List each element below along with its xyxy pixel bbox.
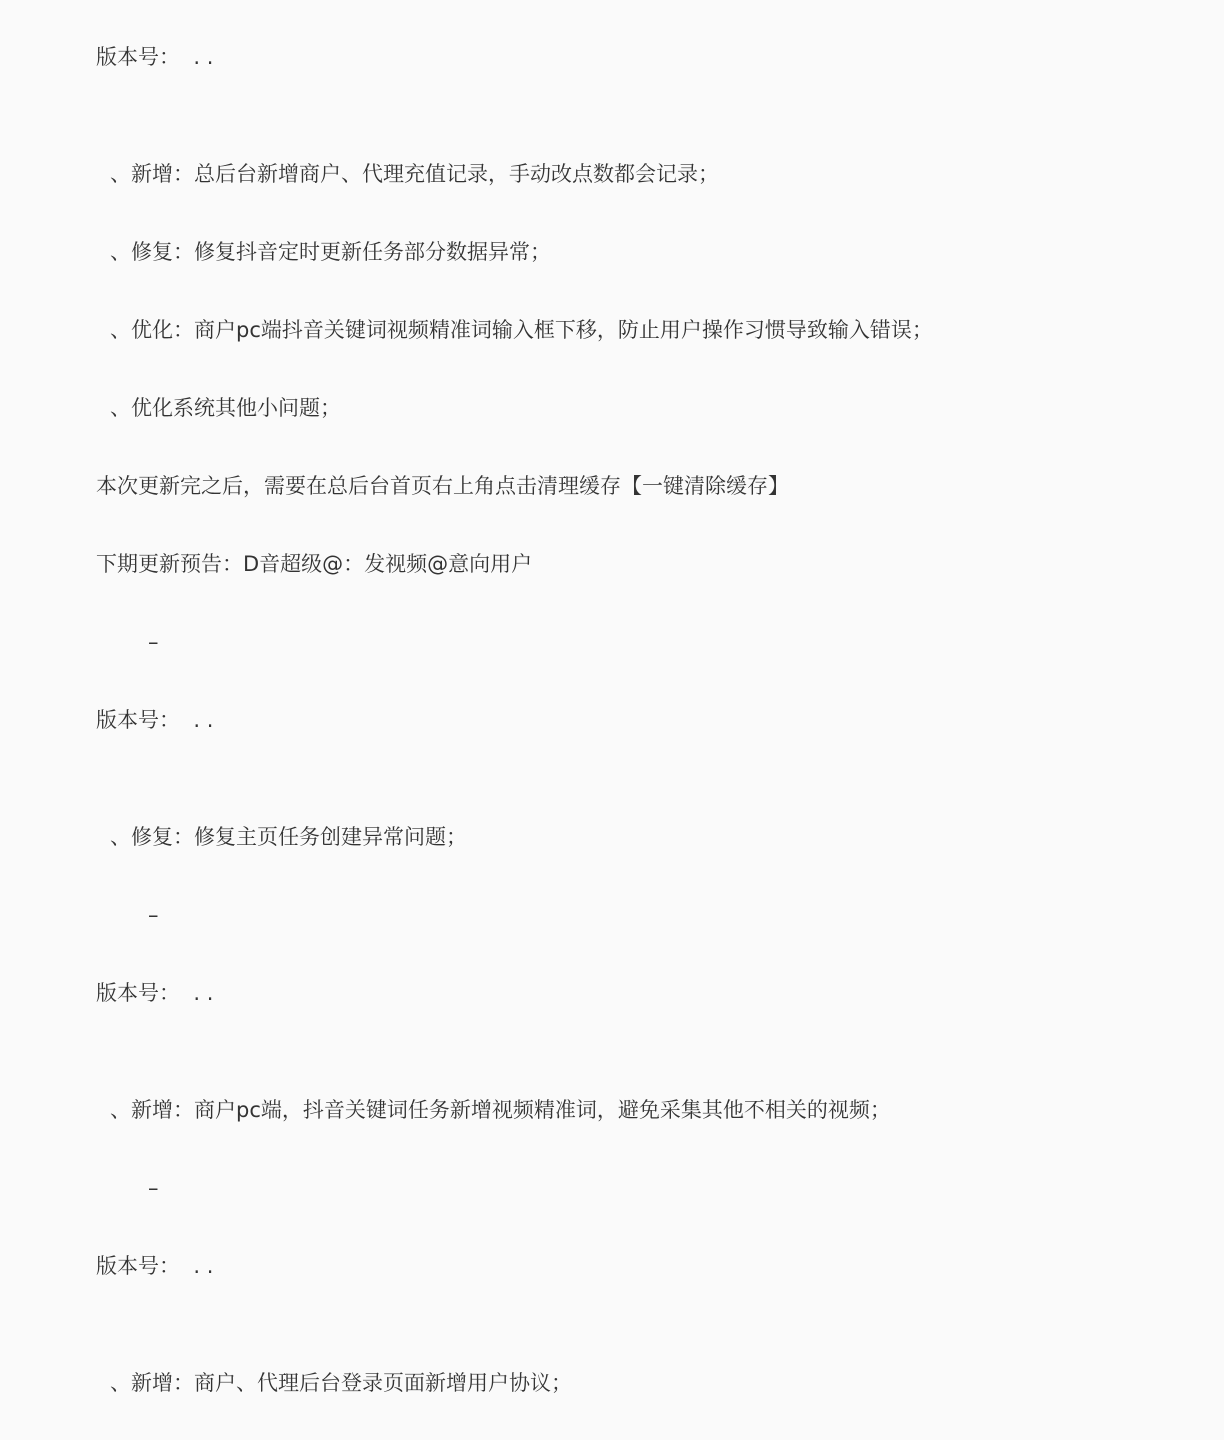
changelog-item: 、修复：修复主页任务创建异常问题； xyxy=(110,825,467,849)
version-heading: 版本号： . . xyxy=(96,1254,214,1278)
section-separator: – xyxy=(148,903,159,927)
version-heading: 版本号： . . xyxy=(96,708,214,732)
version-heading: 版本号： . . xyxy=(96,981,214,1005)
changelog-item: 、新增：总后台新增商户、代理充值记录，手动改点数都会记录； xyxy=(110,162,719,186)
changelog-item: 、优化：商户pc端抖音关键词视频精准词输入框下移，防止用户操作习惯导致输入错误； xyxy=(110,318,933,342)
next-update-preview: 下期更新预告：D音超级@：发视频@意向用户 xyxy=(96,552,533,576)
changelog-item: 、优化系统其他小问题； xyxy=(110,396,341,420)
changelog-item: 、新增：商户pc端，抖音关键词任务新增视频精准词，避免采集其他不相关的视频； xyxy=(110,1098,891,1122)
changelog-item: 、新增：商户、代理后台登录页面新增用户协议； xyxy=(110,1371,572,1395)
section-separator: – xyxy=(148,1176,159,1200)
update-note: 本次更新完之后，需要在总后台首页右上角点击清理缓存【一键清除缓存】 xyxy=(96,474,789,498)
version-heading: 版本号： . . xyxy=(96,45,214,69)
changelog-item: 、修复：修复抖音定时更新任务部分数据异常； xyxy=(110,240,551,264)
section-separator: – xyxy=(148,630,159,654)
